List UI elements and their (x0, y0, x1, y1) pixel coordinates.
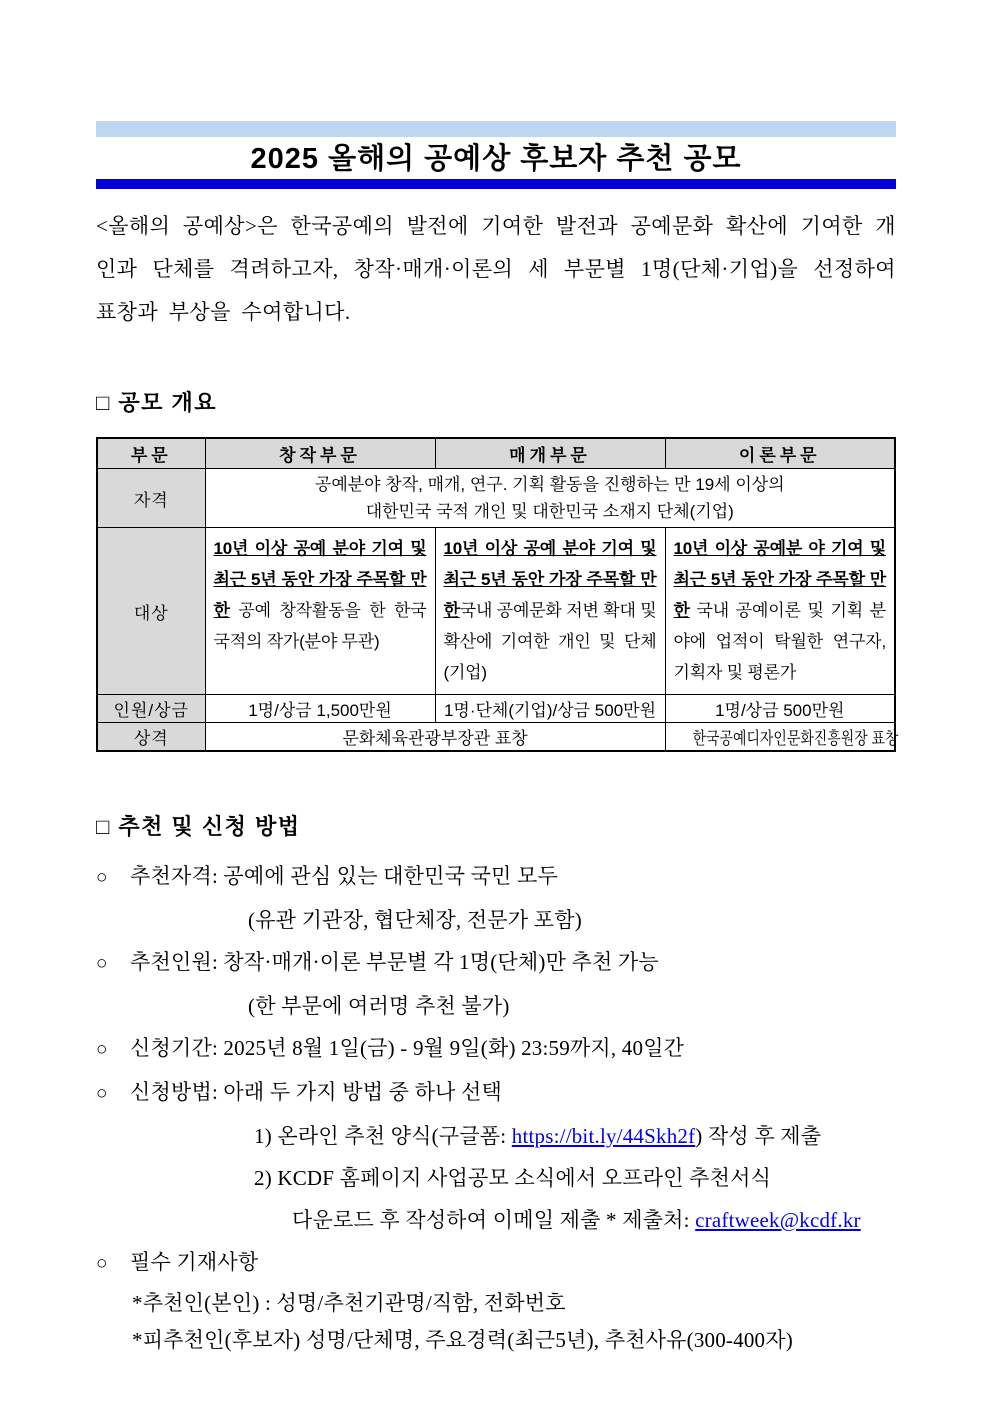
title-bottom-bar (96, 179, 896, 189)
circle-bullet: ○ (96, 1039, 108, 1060)
table-header-cell-mediation: 매개부문 (435, 438, 665, 469)
table-row-qualification (97, 469, 895, 528)
method-list (96, 855, 896, 1359)
award-kcdf-text: 한국공예디자인문화진흥원장 표창 (692, 729, 898, 748)
document-content (96, 0, 896, 1359)
table-cell-qualification (205, 469, 895, 528)
circle-bullet: ○ (96, 1083, 108, 1104)
overview-table (96, 437, 896, 752)
qualification-line-1: 공예분야 창작, 매개, 연구. 기획 활동을 진행하는 만 19세 이상의 (314, 475, 785, 494)
list-item-application-method (96, 1071, 896, 1115)
table-cell-target-creation (205, 528, 435, 695)
title-top-bar (96, 121, 896, 137)
target-emphasis-text: 10년 이상 공예 분야 기여 및 최근 5년 동안 가장 주목할 만한 (443, 539, 657, 620)
table-row-headcount (97, 695, 895, 723)
target-rest-text: 국내 공예이론 및 기획 분야에 업적이 탁월한 연구자, 기획자 및 평론가 (673, 601, 886, 682)
option-1-prefix: 1) 온라인 추천 양식(구글폼: (254, 1124, 512, 1148)
qualification-line-2: 대한민국 국적 개인 및 대한민국 소재지 단체(기업) (365, 502, 734, 521)
table-row-label: 인원/상금 (97, 695, 205, 723)
list-subitem-count-note: (한 부문에 여러명 추천 불가) (248, 994, 510, 1018)
list-item-recommendation-count (96, 941, 896, 985)
table-cell-target-mediation (435, 528, 665, 695)
list-item-text: 추천인원: 창작·매개·이론 부문별 각 1명(단체)만 추천 가능 (130, 950, 659, 974)
target-rest-text: 국내 공예문화 저변 확대 및 확산에 기여한 개인 및 단체(기업) (443, 601, 657, 682)
google-form-link[interactable]: https://bit.ly/44Skh2f (511, 1124, 696, 1148)
list-item-recommender-qualification (96, 855, 896, 899)
list-item-text: 필수 기재사항 (130, 1250, 259, 1274)
method-heading: □ 추천 및 신청 방법 (96, 814, 301, 839)
table-row-target (97, 528, 895, 695)
table-row-label: 대상 (97, 528, 205, 695)
table-header-cell-category: 부문 (97, 438, 205, 469)
option-1-suffix: ) 작성 후 제출 (695, 1124, 822, 1148)
page-title: 2025 올해의 공예상 후보자 추천 공모 (250, 143, 742, 175)
table-header-cell-theory: 이론부문 (665, 438, 895, 469)
overview-heading: □ 공모 개요 (96, 390, 218, 415)
list-subitem-option-2: 2) KCDF 홈페이지 사업공모 소식에서 오프라인 추천서식 (254, 1166, 772, 1190)
list-subitem-candidate-info: *피추천인(후보자) 성명/단체명, 주요경력(최근5년), 추천사유(300-400자) (132, 1328, 793, 1352)
target-rest-text: 공예 창작활동을 한 한국 국적의 작가(분야 무관) (213, 601, 427, 651)
target-emphasis-text: 10년 이상 공예분 야 기여 및 최근 5년 동안 가장 주목할 만한 (673, 539, 886, 620)
list-subitem-option-1 (96, 1115, 896, 1157)
circle-bullet: ○ (96, 1253, 108, 1274)
table-header-cell-creation: 창작부문 (205, 438, 435, 469)
table-cell-headcount-mediation: 1명·단체(기업)/상금 500만원 (435, 695, 665, 723)
target-emphasis-text: 10년 이상 공예 분야 기여 및 최근 5년 동안 가장 주목할 만한 (213, 539, 427, 620)
list-item-text: 신청기간: 2025년 8월 1일(금) - 9월 9일(화) 23:59까지, 40일간 (130, 1036, 685, 1060)
table-cell-target-theory (665, 528, 895, 695)
table-row-label: 자격 (97, 469, 205, 528)
table-cell-award-minister: 문화체육관광부장관 표창 (205, 723, 665, 752)
list-subitem-recommender-info: *추천인(본인) : 성명/추천기관명/직함, 전화번호 (132, 1291, 566, 1315)
list-item-text: 추천자격: 공예에 관심 있는 대한민국 국민 모두 (130, 864, 558, 888)
table-row-label: 상격 (97, 723, 205, 752)
option-2-text: 다운로드 후 작성하여 이메일 제출 * 제출처: (292, 1208, 696, 1232)
table-cell-headcount-theory: 1명/상금 500만원 (665, 695, 895, 723)
list-subitem-option-2-continued (96, 1199, 896, 1241)
table-row-award (97, 723, 895, 752)
list-item-required-fields (96, 1241, 896, 1285)
intro-paragraph: <올해의 공예상>은 한국공예의 발전에 기여한 발전과 공예문화 확산에 기여한 개인과 단체를 격려하고자, 창작·매개·이론의 세 부문별 1명(단체·기업)을 선정하여 표창과 부상을 수여합니다. (96, 214, 896, 324)
list-item-text: 신청방법: 아래 두 가지 방법 중 하나 선택 (130, 1080, 502, 1104)
list-subitem-qualification-note: (유관 기관장, 협단체장, 전문가 포함) (248, 908, 582, 932)
table-header-row (97, 438, 895, 469)
title-block (96, 121, 896, 189)
table-cell-headcount-creation: 1명/상금 1,500만원 (205, 695, 435, 723)
submission-email-link[interactable]: craftweek@kcdf.kr (695, 1208, 861, 1232)
circle-bullet: ○ (96, 953, 108, 974)
circle-bullet: ○ (96, 867, 108, 888)
list-item-application-period (96, 1027, 896, 1071)
table-cell-award-kcdf (665, 723, 898, 752)
